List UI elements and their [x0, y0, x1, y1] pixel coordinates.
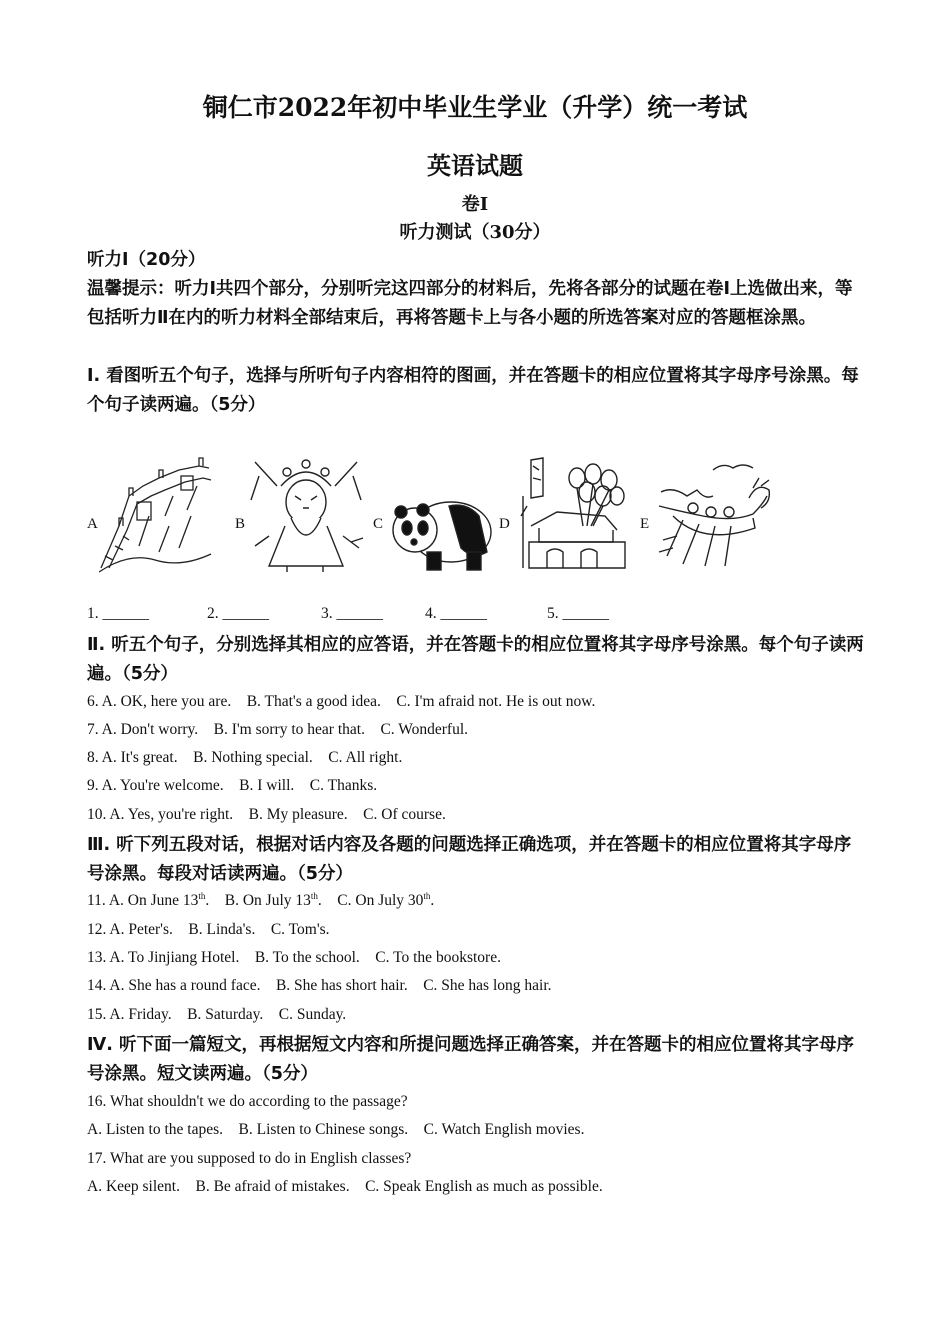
question-10: 10. A. Yes, you're right. B. My pleasure. C. Of course.: [87, 806, 446, 823]
listening-tip: 温馨提示：听力Ⅰ共四个部分，分别听完这四部分的材料后，先将各部分的试题在卷Ⅰ上选做出来，等包括听力Ⅱ在内的听力材料全部结束后，再将答题卡上与各小题的所选答案对应的答题框涂黑。: [87, 279, 853, 328]
question-17-options: A. Keep silent. B. Be afraid of mistakes. C. Speak English as much as possible.: [87, 1178, 603, 1195]
question-15: 15. A. Friday. B. Saturday. C. Sunday.: [87, 1006, 347, 1023]
dragon-boat-picture: [653, 456, 773, 574]
picture-label-a: A: [87, 516, 98, 532]
picture-label-e: E: [640, 516, 650, 532]
question-17: 17. What are you supposed to do in English classes?: [87, 1150, 412, 1167]
listening-heading: 听力Ⅰ（20分）: [87, 250, 206, 270]
volume-label: 卷Ⅰ: [461, 194, 489, 215]
part2-instruction: Ⅱ. 听五个句子，分别选择其相应的应答语，并在答题卡的相应位置将其字母序号涂黑。每个句子读两遍。（5分）: [87, 635, 864, 684]
section-title: 听力测试（30分）: [399, 222, 551, 243]
subject-title: 英语试题: [427, 151, 523, 180]
part1-instruction: Ⅰ. 看图听五个句子，选择与所听句子内容相符的图画，并在答题卡的相应位置将其字母序号涂黑。每个句子读两遍。（5分）: [87, 366, 859, 415]
peking-opera-picture: [247, 456, 365, 574]
tiananmen-picture: [517, 456, 631, 574]
question-16: 16. What shouldn't we do according to the passage?: [87, 1093, 408, 1110]
picture-label-c: C: [373, 516, 384, 532]
panda-picture: [387, 456, 499, 574]
picture-label-b: B: [235, 516, 246, 532]
answer-blank-4[interactable]: 4. ______: [425, 605, 487, 622]
question-11: 11. A. On June 13th. B. On July 13th. C. On July 30th.: [87, 890, 435, 909]
question-6: 6. A. OK, here you are. B. That's a good idea. C. I'm afraid not. He is out now.: [87, 693, 596, 710]
question-7: 7. A. Don't worry. B. I'm sorry to hear that. C. Wonderful.: [87, 721, 469, 738]
picture-label-d: D: [499, 516, 510, 532]
part3-instruction: Ⅲ. 听下列五段对话，根据对话内容及各题的问题选择正确选项，并在答题卡的相应位置将其字母序号涂黑。每段对话读两遍。（5分）: [87, 835, 852, 884]
question-12: 12. A. Peter's. B. Linda's. C. Tom's.: [87, 921, 330, 938]
question-14: 14. A. She has a round face. B. She has short hair. C. She has long hair.: [87, 977, 552, 994]
great-wall-picture: [99, 456, 213, 574]
answer-blanks: [87, 605, 687, 627]
exam-title: 铜仁市2022年初中毕业生学业（升学）统一考试: [202, 93, 748, 122]
answer-blank-3[interactable]: 3. ______: [321, 605, 383, 622]
question-9: 9. A. You're welcome. B. I will. C. Thanks.: [87, 777, 378, 794]
question-8: 8. A. It's great. B. Nothing special. C. All right.: [87, 749, 403, 766]
question-13: 13. A. To Jinjiang Hotel. B. To the school. C. To the bookstore.: [87, 949, 501, 966]
question-16-options: A. Listen to the tapes. B. Listen to Chinese songs. C. Watch English movies.: [87, 1121, 585, 1138]
answer-blank-5[interactable]: 5. ______: [547, 605, 609, 622]
part4-instruction: Ⅳ. 听下面一篇短文，再根据短文内容和所提问题选择正确答案，并在答题卡的相应位置将其字母序号涂黑。短文读两遍。（5分）: [87, 1035, 854, 1084]
picture-row: [87, 452, 787, 582]
answer-blank-2[interactable]: 2. ______: [207, 605, 269, 622]
answer-blank-1[interactable]: 1. ______: [87, 605, 149, 622]
